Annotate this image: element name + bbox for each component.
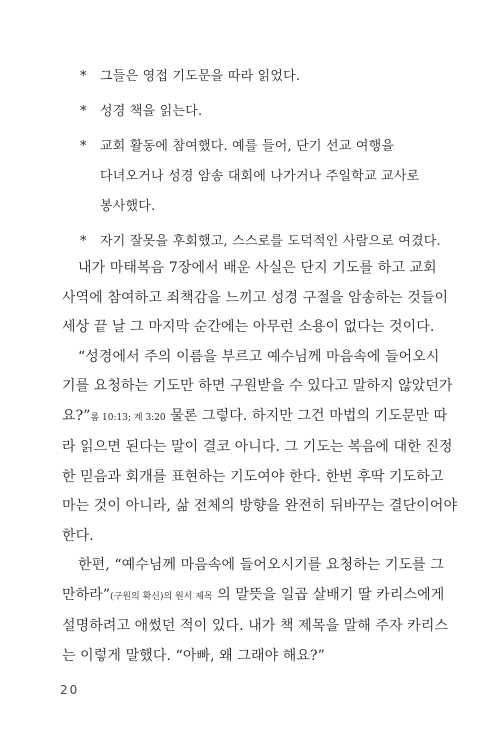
- bullet-text: 다녀오거나 성경 암송 대회에 나가거나 주일학교 교사로: [100, 169, 420, 184]
- bullet-list: [80, 62, 440, 262]
- scripture-reference: 롬 10:13; 계 3:20: [90, 412, 166, 423]
- paragraph-line: 설명하려고 애썼던 적이 있다. 내가 책 제목을 말해 주자 카리스: [62, 618, 449, 634]
- paragraph-line: 내가 마태복음 7장에서 배운 사실은 단지 기도를 하고 교회: [78, 260, 437, 276]
- paragraph-line: 한 믿음과 회개를 표현하는 기도여야 한다. 한번 후딱 기도하고: [62, 468, 444, 485]
- paragraph-text: 물론 그렇다. 하지만 그건 마법의 기도문만 따: [165, 407, 448, 424]
- bullet-asterisk: *: [80, 104, 87, 119]
- paragraph-line: 세상 끝 날 그 마지막 순간에는 아무런 소용이 없다는 것이다.: [62, 319, 435, 335]
- bullet-text: 자기 잘못을 후회했고, 스스로를 도덕적인 사람으로 여겼다.: [100, 234, 441, 249]
- bullet-text: 교회 활동에 참여했다. 예를 들어, 단기 선교 여행을: [100, 139, 395, 154]
- quote-close: 요?”: [62, 407, 91, 424]
- paragraph-text: 만하라”: [62, 586, 111, 603]
- bullet-asterisk: *: [80, 139, 87, 154]
- bullet-text: 성경 책을 읽는다.: [100, 104, 203, 119]
- paragraph-line: 마는 것이 아니라, 삶 전체의 방향을 완전히 뒤바꾸는 결단이어야: [62, 498, 458, 514]
- bullet-item: [80, 62, 440, 92]
- bullet-text: 그들은 영접 기도문을 따라 읽었다.: [100, 69, 301, 84]
- body-text: [62, 254, 458, 671]
- paragraph-line: 라 읽으면 된다는 말이 결코 아니다. 그 기도는 복음에 대한 진정: [62, 439, 453, 455]
- bullet-item: [80, 227, 440, 257]
- paragraph-line: 한다.: [62, 527, 94, 544]
- paragraph-line: 사역에 참여하고 죄책감을 느끼고 성경 구절을 암송하는 것들이: [62, 289, 449, 306]
- paragraph-line: 한편, “예수님께 마음속에 들어오시기를 요청하는 기도를 그: [78, 557, 445, 573]
- translator-note: (구원의 확신)의 원서 제목: [110, 591, 213, 602]
- paragraph-line: 는 이렇게 말했다. “아빠, 왜 그래야 해요?”: [62, 647, 325, 664]
- bullet-asterisk: *: [80, 69, 87, 84]
- bullet-asterisk: *: [80, 234, 87, 249]
- paragraph-text: 의 말뜻을 일곱 살배기 딸 카리스에게: [212, 586, 445, 603]
- paragraph-line: 기를 요청하는 기도만 하면 구원받을 수 있다고 말하지 않았던가: [62, 378, 453, 394]
- bullet-item: [80, 132, 440, 222]
- paragraph-line: [62, 402, 448, 434]
- paragraph-line: [62, 581, 445, 613]
- page-number: 20: [60, 683, 80, 697]
- bullet-text: 봉사했다.: [100, 199, 156, 214]
- bullet-item: [80, 97, 440, 127]
- paragraph-line: “성경에서 주의 이름을 부르고 예수님께 마음속에 들어오시: [78, 348, 440, 365]
